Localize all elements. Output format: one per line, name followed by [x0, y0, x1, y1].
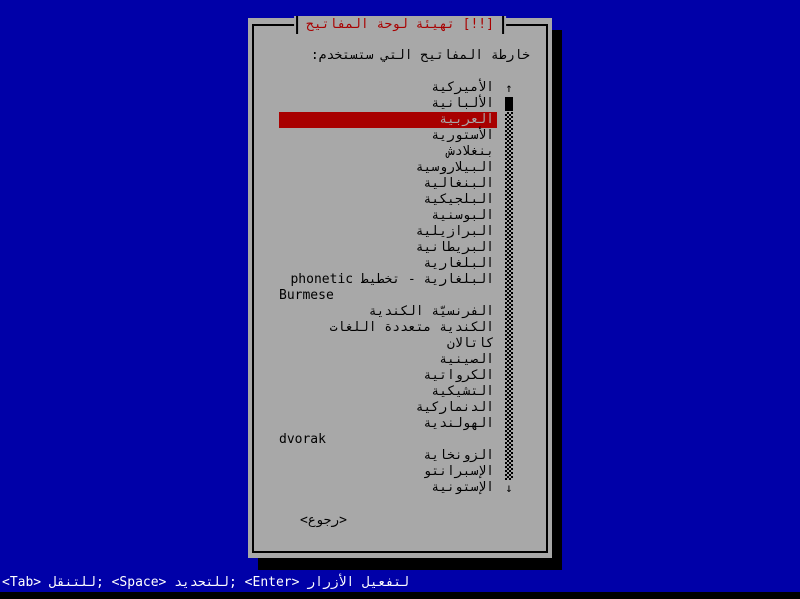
- list-item[interactable]: البنغالية: [423, 176, 494, 191]
- scrollbar[interactable]: [505, 80, 513, 496]
- title-right-tick: [502, 16, 504, 34]
- list-item[interactable]: بنغلادش: [447, 144, 494, 159]
- scrollbar-thumb[interactable]: [505, 97, 513, 111]
- back-button[interactable]: <رجوع>: [300, 513, 347, 528]
- list-item[interactable]: الزونخاية: [423, 448, 494, 463]
- keymap-prompt: خارطة المفاتيح التي ستستخدم:: [310, 48, 530, 63]
- list-item[interactable]: الهولندية: [423, 416, 494, 431]
- list-item[interactable]: الكندية متعددة اللغات: [329, 320, 494, 335]
- list-item[interactable]: البلغارية: [423, 256, 494, 271]
- help-bar: <Tab> للتنقل; <Space> للتحديد; <Enter> لتفعيل الأزرار: [2, 575, 410, 590]
- list-item[interactable]: الأميركية: [431, 80, 494, 95]
- list-item[interactable]: البلجيكية: [423, 192, 494, 207]
- list-item[interactable]: Burmese: [279, 288, 334, 303]
- list-item[interactable]: التشيكية: [431, 384, 494, 399]
- list-item[interactable]: الصينية: [439, 352, 494, 367]
- list-item[interactable]: كاتالان: [447, 336, 494, 351]
- dialog-title: [!!] تهيئة لوحة المفاتيح: [306, 17, 494, 32]
- scrollbar-track[interactable]: [505, 112, 513, 480]
- list-item[interactable]: البوسنية: [431, 208, 494, 223]
- title-left-tick: [296, 16, 298, 34]
- list-item[interactable]: البلغارية - تخطيط phonetic: [290, 272, 494, 287]
- list-item-selected[interactable]: العربية: [279, 112, 497, 128]
- scroll-down-arrow[interactable]: ↓: [505, 481, 513, 495]
- keyboard-config-dialog: [248, 18, 552, 558]
- list-item[interactable]: الإستونية: [431, 480, 494, 495]
- list-item[interactable]: البريطانية: [415, 240, 494, 255]
- list-item[interactable]: البيلاروسية: [415, 160, 494, 175]
- bottom-strip: [0, 592, 800, 599]
- list-item[interactable]: الإسبرانتو: [423, 464, 494, 479]
- list-item[interactable]: dvorak: [279, 432, 326, 447]
- list-item[interactable]: البرازيلية: [415, 224, 494, 239]
- keymap-listbox[interactable]: [279, 80, 497, 496]
- scroll-up-arrow[interactable]: ↑: [505, 81, 513, 95]
- list-item[interactable]: الأستورية: [431, 128, 494, 143]
- list-item[interactable]: الكرواتية: [423, 368, 494, 383]
- dialog-titlebar: [294, 16, 506, 34]
- list-item[interactable]: الألبانية: [431, 96, 494, 111]
- list-item[interactable]: الفرنسيّة الكندية: [368, 304, 494, 319]
- list-item[interactable]: الدنماركية: [415, 400, 494, 415]
